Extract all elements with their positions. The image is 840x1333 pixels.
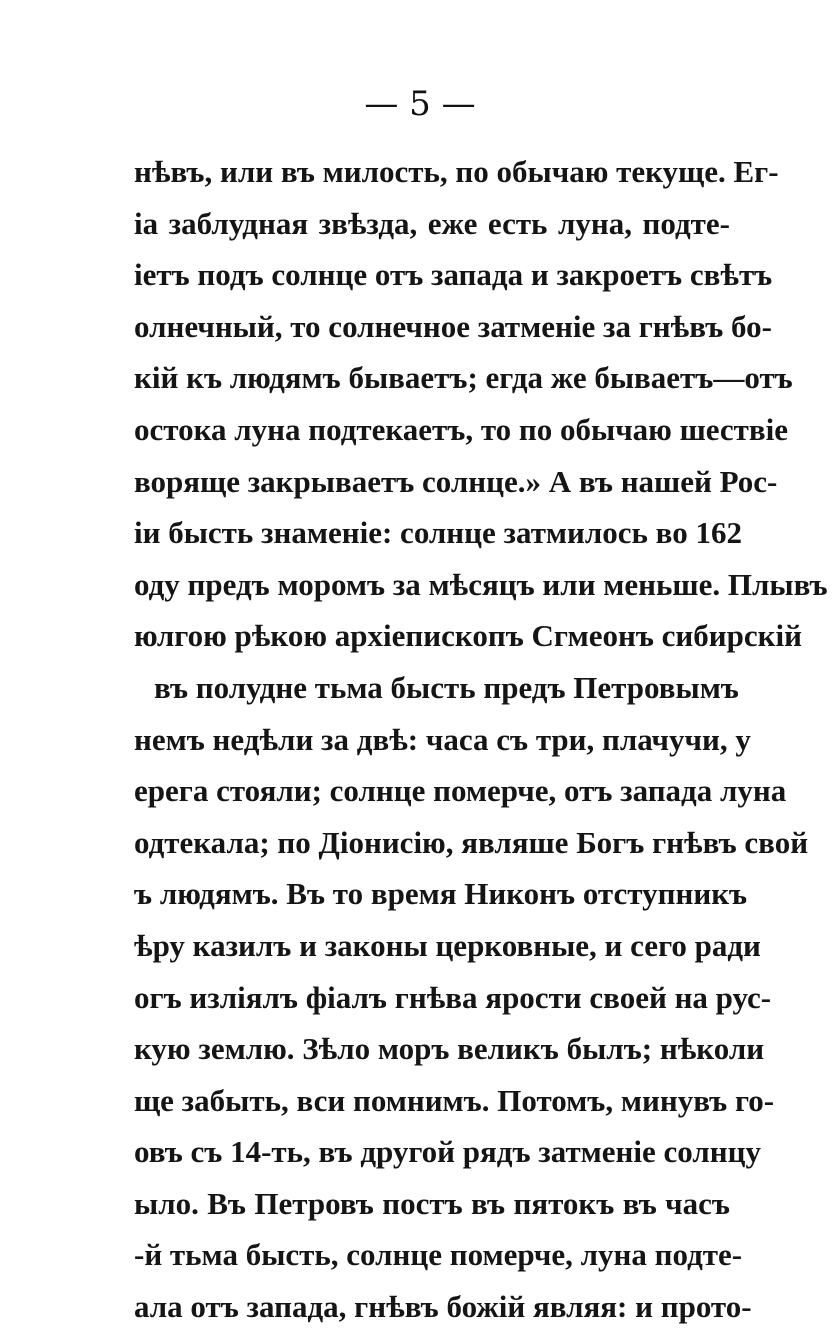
text-line: юлгою рѣкою архіепископъ Сгмеонъ сибирскій [134,618,802,654]
text-line: огъ изліялъ фіалъ гнѣва ярости своей на рус- [134,979,772,1015]
text-line: кій къ людямъ бываетъ; егда же бываетъ—отъ [134,360,793,396]
text-line: ыло. Въ Петровъ постъ въ пятокъ въ часъ [134,1185,730,1221]
text-line: оду предъ моромъ за мѣсяцъ или меньше. Плывъ [134,566,828,602]
text-line: іетъ подъ солнце отъ запада и закроетъ свѣтъ [134,257,773,293]
text-line: іи бысть знаменіе: солнце затмилось во 162 [134,515,742,551]
text-line: остока луна подтекаетъ, то по обычаю шествіе [134,411,789,447]
text-line: овъ съ 14-ть, въ другой рядъ затменіе солнцу [134,1134,761,1170]
text-line: воряще закрываетъ солнце.» А въ нашей Рос- [134,463,778,499]
body-text [134,146,828,1333]
text-line: одтекала; по Діонисію, являше Богъ гнѣвъ свой [134,824,809,860]
text-line: ерега стояли; солнце померче, отъ запада луна [134,773,787,809]
page-number: — 5 — [364,84,476,124]
text-line: -й тьма бысть, солнце померче, луна подте- [134,1237,743,1273]
text-line: ъ людямъ. Въ то время Никонъ отступникъ [134,876,748,912]
text-line: немъ недѣли за двѣ: часа съ три, плачучи, у [134,721,751,757]
text-line: олнечный, то солнечное затменіе за гнѣвъ бо- [134,308,772,344]
text-line: ia заблудная звѣзда, еже есть луна, подте- [134,205,730,241]
text-line: ала отъ запада, гнѣвъ божій являя: и прото- [134,1289,752,1325]
text-line: кую землю. Зѣло моръ великъ былъ; нѣколи [134,1031,765,1067]
text-line: ще забыть, вси помнимъ. Потомъ, минувъ го- [134,1082,775,1118]
text-line: ѣру казилъ и законы церковные, и сего ради [134,927,761,963]
text-line: нѣвъ, или въ милость, по обычаю текуще. Ег- [134,154,779,189]
text-line: въ полудне тьма бысть предъ Петровымъ [154,669,739,705]
